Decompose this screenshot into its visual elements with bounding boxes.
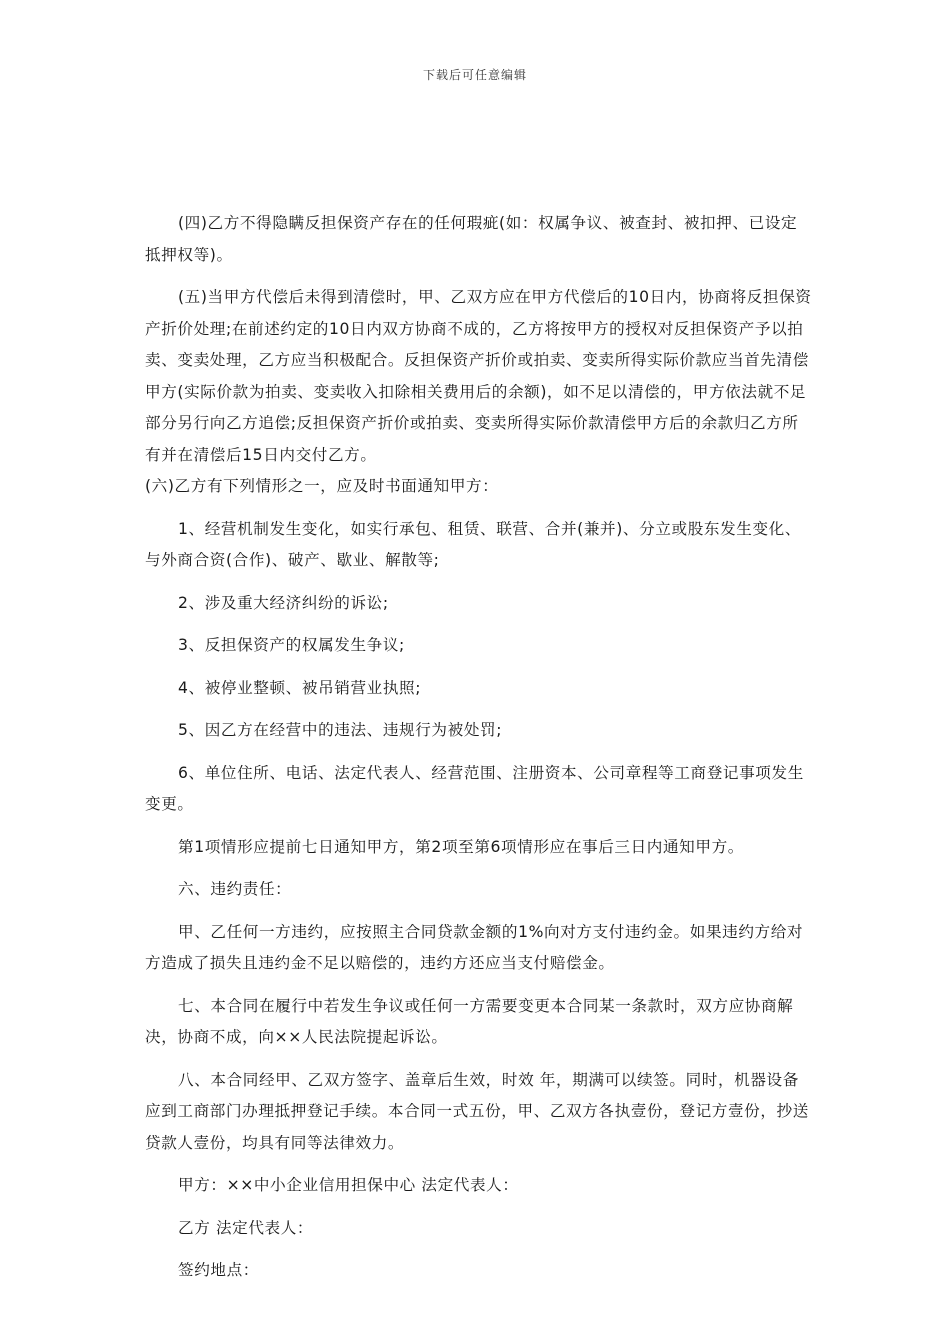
list-item-3: 3、反担保资产的权属发生争议; <box>178 636 405 654</box>
document-body <box>145 208 813 1298</box>
clause-6-heading: (六)乙方有下列情形之一，应及时书面通知甲方： <box>145 477 499 495</box>
party-a-signature: 甲方：××中小企业信用担保中心 法定代表人： <box>178 1176 519 1194</box>
list-item-6: 6、单位住所、电话、法定代表人、经营范围、注册资本、公司章程等工商登记事项发生变更。 <box>145 763 804 813</box>
section-7: 七、本合同在履行中若发生争议或任何一方需要变更本合同某一条款时，双方应协商解决，协商不成，向××人民法院提起诉讼。 <box>145 996 794 1046</box>
clause-5: (五)当甲方代偿后未得到清偿时，甲、乙双方应在甲方代偿后的10日内，协商将反担保资产折价处理;在前述约定的10日内双方协商不成的，乙方将按甲方的授权对反担保资产予以拍卖、变卖处理，乙方应当积极配合。反担保资产折价或拍卖、变卖所得实际价款应当首先清偿甲方(实际价款为拍卖、变卖收入扣除相关费用后的余额)，如不足以清偿的，甲方依法就不足部分另行向乙方追偿;反担保资产折价或拍卖、变卖所得实际价款清偿甲方后的余款归乙方所有并在清偿后15日内交付乙方。 <box>145 288 812 464</box>
section-8: 八、本合同经甲、乙双方签字、盖章后生效，时效 年，期满可以续签。同时，机器设备应到工商部门办理抵押登记手续。本合同一式五份，甲、乙双方各执壹份，登记方壹份，抄送贷款人壹份，均具有同等法律效力。 <box>145 1070 809 1152</box>
list-item-4: 4、被停业整顿、被吊销营业执照; <box>178 678 422 697</box>
party-b-signature: 乙方 法定代表人： <box>178 1218 314 1237</box>
notice-timing: 第1项情形应提前七日通知甲方，第2项至第6项情形应在事后三日内通知甲方。 <box>178 837 744 856</box>
signing-location: 签约地点： <box>178 1261 259 1279</box>
clause-4: (四)乙方不得隐瞒反担保资产存在的任何瑕疵(如：权属争议、被查封、被扣押、已设定抵押权等)。 <box>145 214 798 264</box>
section-6-heading: 六、违约责任： <box>178 880 292 898</box>
page-header: 下载后可任意编辑 <box>422 68 527 82</box>
list-item-2: 2、涉及重大经济纠纷的诉讼; <box>178 593 389 612</box>
list-item-5: 5、因乙方在经营中的违法、违规行为被处罚; <box>178 721 503 739</box>
list-item-1: 1、经营机制发生变化，如实行承包、租赁、联营、合并(兼并)、分立或股东发生变化、与外商合资(合作)、破产、歇业、解散等; <box>145 519 802 569</box>
breach-clause: 甲、乙任何一方违约，应按照主合同贷款金额的1%向对方支付违约金。如果违约方给对方造成了损失且违约金不足以赔偿的，违约方还应当支付赔偿金。 <box>145 922 804 972</box>
